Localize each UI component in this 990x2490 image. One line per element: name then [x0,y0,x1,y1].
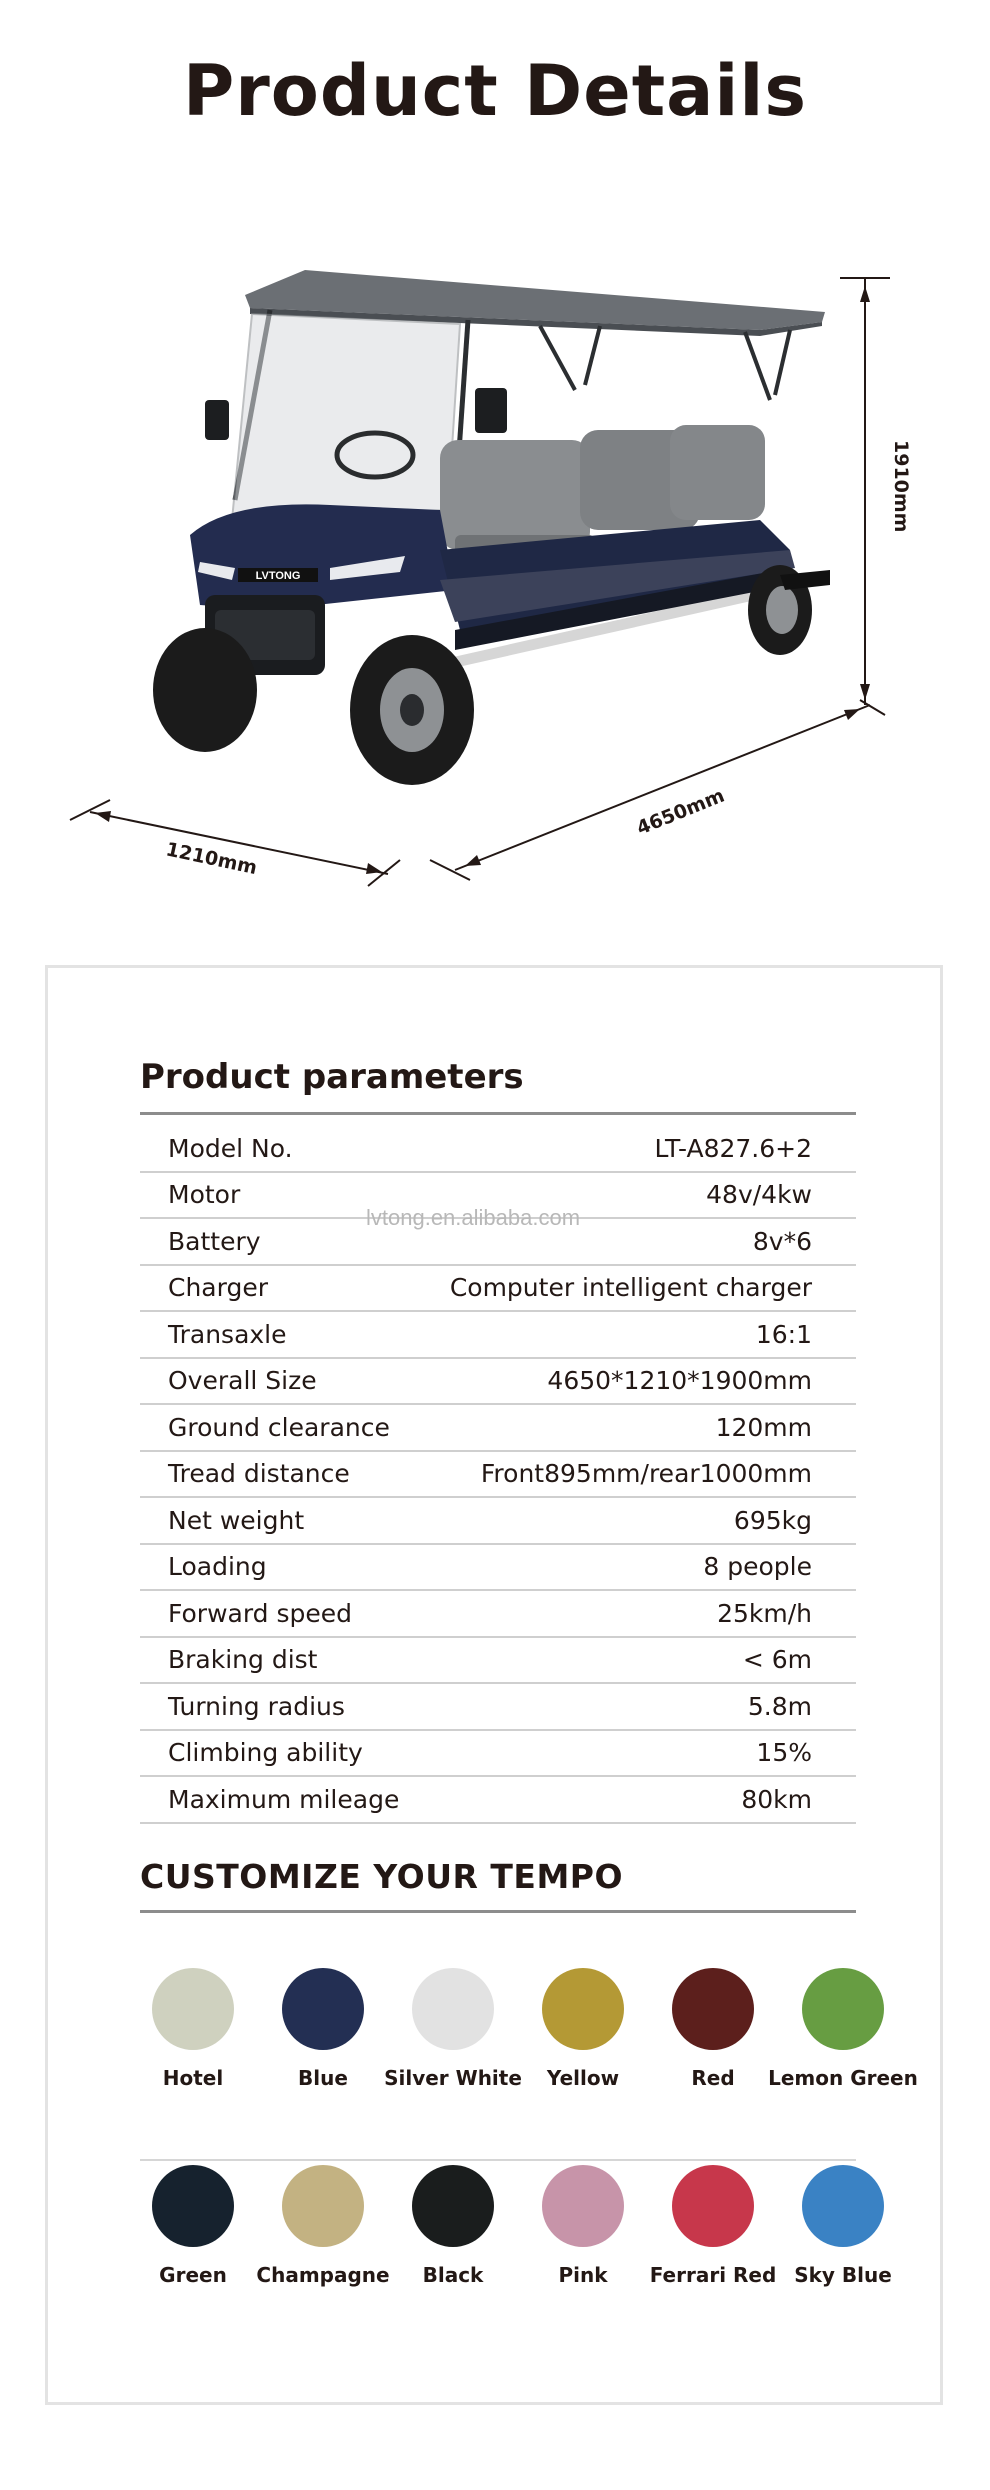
table-row [140,1638,856,1685]
color-name: Pink [558,2263,608,2287]
golf-cart-image [0,250,990,910]
param-label: Charger [168,1273,268,1303]
color-name: Black [422,2263,484,2287]
table-row [140,1777,856,1824]
table-row [140,1498,856,1545]
cart-logo: LVTONG [255,570,301,582]
param-label: Tread distance [168,1459,350,1489]
param-value: 8v*6 [752,1226,812,1256]
param-label: Overall Size [168,1366,317,1396]
color-option[interactable] [384,1968,522,2090]
color-swatch [152,1968,234,2050]
color-option[interactable] [778,2165,908,2287]
table-row [140,1405,856,1452]
dim-width-label: 1210mm [163,838,259,880]
param-label: Turning radius [168,1691,345,1721]
param-value: 4650*1210*1900mm [547,1366,812,1396]
color-name: Yellow [546,2066,620,2090]
param-label: Ground clearance [168,1412,390,1442]
color-option[interactable] [648,1968,778,2090]
color-option[interactable] [768,1968,918,2090]
divider [140,1910,856,1913]
param-value: 695kg [733,1505,812,1535]
param-label: Braking dist [168,1645,318,1675]
color-swatch-row-1 [128,1968,918,2090]
color-option[interactable] [388,2165,518,2287]
param-label: Climbing ability [168,1738,363,1768]
table-row [140,1452,856,1499]
param-value: 16:1 [755,1319,812,1349]
table-row [140,1731,856,1778]
table-row [140,1266,856,1313]
param-label: Model No. [168,1133,293,1163]
color-name: Silver White [384,2066,522,2090]
param-label: Motor [168,1180,241,1210]
table-row [140,1312,856,1359]
param-label: Maximum mileage [168,1784,400,1814]
color-option[interactable] [518,2165,648,2287]
color-swatch [802,2165,884,2247]
table-row [140,1126,856,1173]
color-name: Hotel [162,2066,224,2090]
color-option[interactable] [648,2165,778,2287]
color-swatch-row-2 [128,2165,908,2287]
color-swatch [672,2165,754,2247]
color-option[interactable] [258,2165,388,2287]
color-option[interactable] [258,1968,388,2090]
param-label: Forward speed [168,1598,353,1628]
param-value: 15% [756,1738,812,1768]
table-row [140,1591,856,1638]
divider [140,2159,856,2161]
param-value: Front895mm/rear1000mm [480,1459,812,1489]
dim-length-label: 4650mm [633,784,728,840]
color-swatch [672,1968,754,2050]
color-swatch [152,2165,234,2247]
color-option[interactable] [128,2165,258,2287]
color-name: Lemon Green [768,2066,918,2090]
param-value: LT-A827.6+2 [654,1133,812,1163]
color-swatch [542,2165,624,2247]
customize-heading: CUSTOMIZE YOUR TEMPO [140,1857,624,1896]
param-label: Loading [168,1552,267,1582]
param-value: 8 people [703,1552,812,1582]
color-option[interactable] [518,1968,648,2090]
table-row [140,1359,856,1406]
color-swatch [412,1968,494,2050]
cart-body [190,504,455,610]
color-swatch [802,1968,884,2050]
color-swatch [412,2165,494,2247]
color-name: Red [691,2066,735,2090]
color-swatch [542,1968,624,2050]
param-label: Transaxle [168,1319,287,1349]
color-name: Sky Blue [794,2263,892,2287]
dim-height-label: 1910mm [890,440,912,533]
color-swatch [282,1968,364,2050]
param-value: 5.8m [747,1691,812,1721]
param-value: 25km/h [717,1598,812,1628]
cart-windshield [232,314,460,520]
parameters-heading: Product parameters [140,1057,524,1097]
color-option[interactable] [128,1968,258,2090]
param-value: 120mm [715,1412,812,1442]
page-title: Product Details [182,50,808,132]
color-name: Champagne [256,2263,390,2287]
color-name: Green [159,2263,227,2287]
watermark: lvtong.en.alibaba.com [366,1205,581,1230]
param-value: 80km [741,1784,812,1814]
param-value: 48v/4kw [706,1180,812,1210]
param-label: Net weight [168,1505,305,1535]
param-value: Computer intelligent charger [449,1273,812,1303]
table-row [140,1545,856,1592]
details-card [45,965,943,2405]
color-name: Blue [298,2066,348,2090]
param-label: Battery [168,1226,261,1256]
param-value: < 6m [742,1645,812,1675]
color-swatch [282,2165,364,2247]
divider [140,1112,856,1115]
color-name: Ferrari Red [649,2263,777,2287]
table-row [140,1684,856,1731]
front-left-wheel [153,628,257,752]
